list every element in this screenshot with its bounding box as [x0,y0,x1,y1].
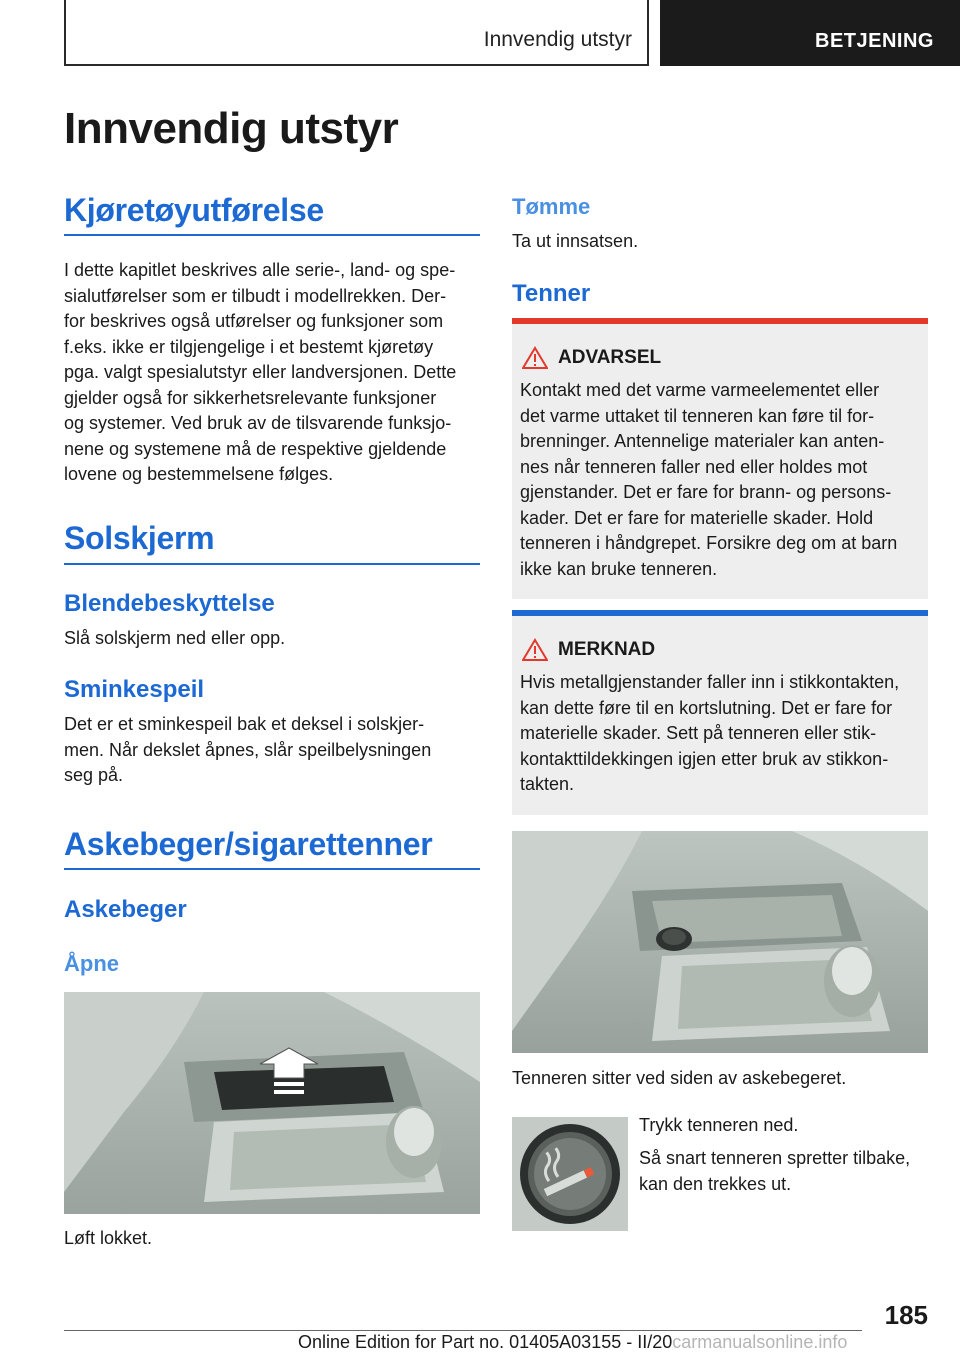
paragraph-empty: Ta ut innsatsen. [512,231,639,251]
heading-empty: Tømme [512,194,591,219]
heading-rule [64,234,480,236]
footer-rule [64,1330,862,1331]
heading-sun-visor: Solskjerm [64,520,215,556]
lighter-location-illustration [512,831,928,1053]
heading-open: Åpne [64,951,119,976]
heading-ashtray: Askebeger [64,896,187,923]
heading-rule [64,563,480,565]
warning-box [512,318,928,599]
lighter-location-drawing [512,831,928,1053]
warning-bar [512,318,928,324]
lighter-button-drawing [512,1117,628,1231]
paragraph-vanity-mirror: Det er et sminkespeil bak et deksel i solskjer- men. Når dekslet åpnes, slår speilbelysningen seg på. [64,714,432,785]
page-title: Innvendig utstyr [64,104,399,153]
lighter-button-illustration [512,1117,628,1231]
watermark: carmanualsonline.info [672,1332,848,1352]
caption-lift-lid: Løft lokket. [64,1228,153,1248]
heading-vanity-mirror: Sminkespeil [64,676,205,703]
heading-ashtray-lighter: Askebeger/sigarettenner [64,826,433,862]
heading-rule [64,868,480,870]
ashtray-open-drawing [64,992,480,1214]
edition-text: Online Edition for Part no. 01405A03155 - II/20 [298,1332,673,1352]
header-chapter-tab[interactable] [660,0,960,66]
warning-title: ADVARSEL [558,347,662,368]
paragraph-press-lighter: Trykk tenneren ned. [639,1115,799,1135]
note-bar [512,610,928,616]
warning-triangle-icon [522,638,548,662]
heading-lighter: Tenner [512,280,591,307]
note-title: MERKNAD [558,639,656,660]
page-number: 185 [884,1300,928,1330]
warning-triangle-icon [522,346,548,370]
note-box [512,610,928,815]
heading-glare-protection: Blendebeskyttelse [64,590,275,617]
ashtray-open-illustration [64,992,480,1214]
paragraph-vehicle-version: I dette kapitlet beskrives alle serie-, land- og spe- sialutførelser som er tilbudt i modellrekken. Der- for beskrives også utførelser og funksjoner som f.eks. ikke er tilgjengelige i et bestemt kjøretøy pga. valgt spesialutstyr eller landversjonen. Dette gjelder også for sikkerhetsrelevante funksjoner og systemer. Ved bruk av de tilsvarende funksjo- nene og systemene må de respektive gjeldende lovene og bestemmelsene følges. [64,260,457,484]
paragraph-glare-protection: Slå solskjerm ned eller opp. [64,628,286,648]
caption-lighter-location: Tenneren sitter ved siden av askebegeret. [512,1068,847,1088]
paragraph-pull-lighter: Så snart tenneren spretter tilbake, kan den trekkes ut. [639,1148,911,1194]
note-text: Hvis metallgjenstander faller inn i stikkontakten, kan dette føre til en kortslutning. Det er fare for materielle skader. Sett på tenneren eller stik- kontakttildekkingen igjen etter bruk av stikkon- takten. [520,672,900,794]
header-section-title: Innvendig utstyr [483,28,632,51]
heading-vehicle-version: Kjøretøyutførelse [64,192,324,228]
warning-text: Kontakt med det varme varmeelementet eller det varme uttaket til tenneren kan føre til for- brenninger. Antennelige materialer kan anten- nes når tenneren faller ned eller holdes mot gjenstander. Det er fare for brann- og persons- kader. Det er fare for materielle skader. Hold tenneren i håndgrepet. Forsikre deg om at barn ikke kan bruke tenneren. [520,380,898,579]
footer-edition [298,1332,847,1353]
header-chapter-label: BETJENING [815,30,934,52]
